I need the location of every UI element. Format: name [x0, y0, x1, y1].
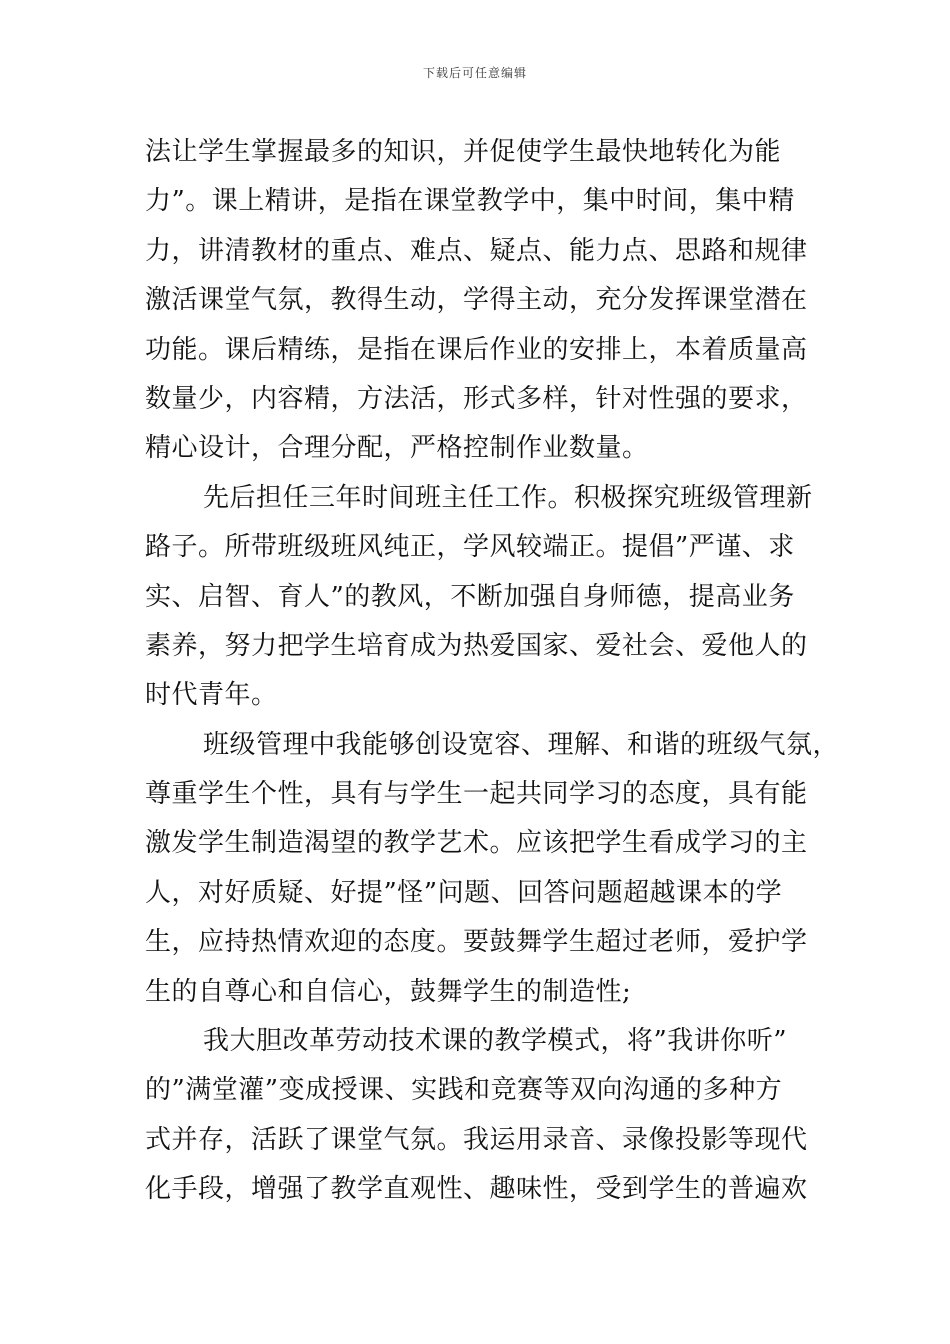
text-line: 生的自尊心和自信心，鼓舞学生的制造性;: [145, 976, 632, 1007]
text-line: 激发学生制造渴望的教学艺术。应该把学生看成学习的主: [145, 828, 808, 859]
text-line: 时代青年。: [145, 680, 278, 711]
paragraph-first-line: 我大胆改革劳动技术课的教学模式，将”我讲你听”: [203, 1026, 788, 1057]
text-line: 激活课堂气氛，教得生动，学得主动，充分发挥课堂潜在: [145, 285, 808, 316]
text-line: 数量少，内容精，方法活，形式多样，针对性强的要求，: [145, 383, 808, 414]
text-line: 法让学生掌握最多的知识，并促使学生最快地转化为能: [145, 137, 782, 167]
text-line: 力”。课上精讲，是指在课堂教学中，集中时间，集中精: [145, 186, 795, 217]
text-line: 尊重学生个性，具有与学生一起共同学习的态度，具有能: [145, 779, 808, 810]
text-line: 力，讲清教材的重点、难点、疑点、能力点、思路和规律: [145, 235, 808, 266]
paragraph-first-line: 先后担任三年时间班主任工作。积极探究班级管理新: [203, 482, 813, 513]
text-line: 实、启智、育人”的教风，不断加强自身师德，提高业务: [145, 581, 795, 612]
text-line: 功能。课后精练，是指在课后作业的安排上，本着质量高: [145, 334, 808, 365]
text-line: 式并存，活跃了课堂气氛。我运用录音、录像投影等现代: [145, 1124, 808, 1155]
text-line: 精心设计，合理分配，严格控制作业数量。: [145, 433, 649, 464]
paragraph-first-line: 班级管理中我能够创设宽容、理解、和谐的班级气氛，: [203, 729, 840, 760]
text-line: 化手段，增强了教学直观性、趣味性，受到学生的普遍欢: [145, 1174, 808, 1205]
text-line: 的”满堂灌”变成授课、实践和竞赛等双向沟通的多种方: [145, 1075, 783, 1106]
text-line: 素养，努力把学生培育成为热爱国家、爱社会、爱他人的: [145, 630, 808, 661]
text-line: 路子。所带班级班风纯正，学风较端正。提倡”严谨、求: [145, 532, 795, 563]
header-note: 下载后可任意编辑: [422, 66, 527, 80]
body-text: [145, 128, 845, 1215]
text-line: 人，对好质疑、好提”怪”问题、回答问题超越课本的学: [145, 877, 783, 908]
text-line: 生，应持热情欢迎的态度。要鼓舞学生超过老师，爱护学: [145, 927, 808, 958]
